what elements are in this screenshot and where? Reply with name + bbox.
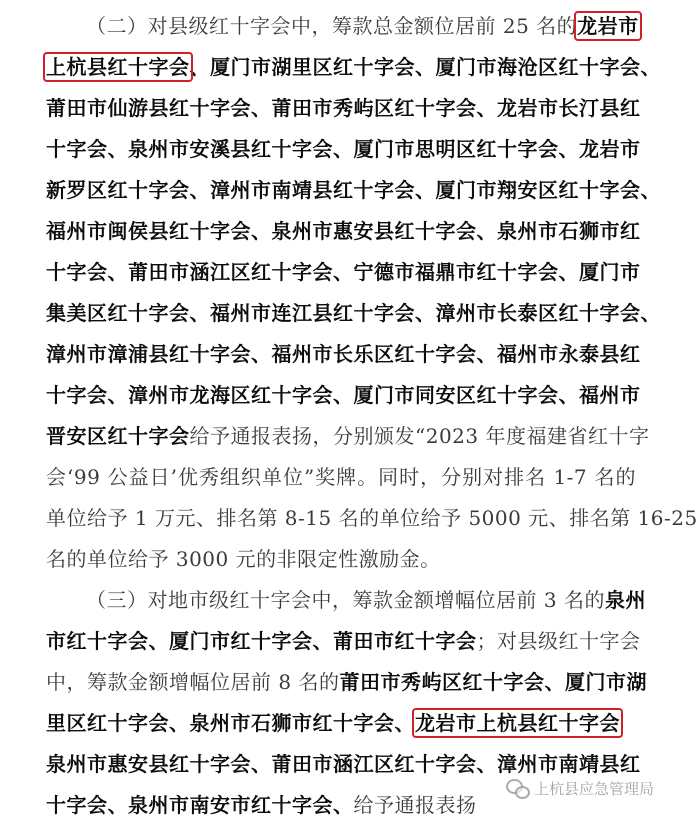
highlighted-name: 上杭县红十字会 [46,55,190,79]
text-line [46,461,636,493]
bold-text: 莆田市仙游县红十字会、莆田市秀屿区红十字会、龙岩市长汀县红 [46,96,641,120]
text-line [46,256,641,288]
body-text: 会‘99 公益日’优秀组织单位”奖牌。同时，分别对排名 1-7 名的 [46,465,636,489]
bold-text: 泉州市惠安县红十字会、莆田市涵江区红十字会、漳州市南靖县红 [46,752,641,776]
bold-text: 市红十字会、厦门市红十字会、莆田市红十字会 [46,629,477,653]
wechat-icon [506,778,528,798]
text-line [46,379,641,411]
bold-text: 、厦门市湖里区红十字会、厦门市海沧区红十字会、 [189,55,661,79]
text-line [46,174,661,206]
bold-text: 漳州市漳浦县红十字会、福州市长乐区红十字会、福州市永泰县红 [46,342,641,366]
bold-text: 集美区红十字会、福州市连江县红十字会、漳州市长泰区红十字会、 [46,301,661,325]
text-line [46,707,636,739]
bold-text: 晋安区红十字会 [46,424,190,448]
body-text: ；对县级红十字会 [476,629,641,653]
bold-text: 十字会、泉州市南安市红十字会、 [46,793,354,817]
text-line [86,10,639,42]
body-text: 给予通报表扬 [353,793,477,817]
body-text: 给予通报表扬，分别颁发“2023 年度福建省红十字 [189,424,650,448]
text-line [46,543,636,575]
text-line [46,420,650,452]
watermark-text: 上杭县应急管理局 [533,779,654,798]
body-text: （三）对地市级红十字会中，筹款金额增幅位居前 3 名的 [86,588,605,612]
text-line [46,92,641,124]
text-line [46,215,641,247]
text-line [46,297,661,329]
text-line [46,502,698,534]
bold-text: 十字会、莆田市涵江区红十字会、宁德市福鼎市红十字会、厦门市 [46,260,641,284]
bold-text: 新罗区红十字会、漳州市南靖县红十字会、厦门市翔安区红十字会、 [46,178,661,202]
text-line [46,666,647,698]
bold-text: 里区红十字会、泉州市石狮市红十字会、 [46,711,415,735]
watermark [506,776,654,800]
body-text: 单位给予 1 万元、排名第 8-15 名的单位给予 5000 元、排名第 16-25 [46,506,698,530]
body-text: 名的单位给予 3000 元的非限定性激励金。 [46,547,441,571]
text-line [46,625,641,657]
highlighted-name: 龙岩市上杭县红十字会 [415,711,620,735]
bold-text: 十字会、泉州市安溪县红十字会、厦门市思明区红十字会、龙岩市 [46,137,641,161]
bold-text: 莆田市秀屿区红十字会、厦门市湖 [339,670,647,694]
bold-text: 福州市闽侯县红十字会、泉州市惠安县红十字会、泉州市石狮市红 [46,219,641,243]
text-line [86,584,646,616]
body-text: （二）对县级红十字会中，筹款总金额位居前 25 名的 [86,14,578,38]
text-line [46,51,661,83]
bold-text: 十字会、漳州市龙海区红十字会、厦门市同安区红十字会、福州市 [46,383,641,407]
highlighted-name: 龙岩市 [577,14,639,38]
text-line [46,133,641,165]
bold-text: 泉州 [604,588,646,612]
text-line [46,338,641,370]
body-text: 中，筹款金额增幅位居前 8 名的 [46,670,340,694]
